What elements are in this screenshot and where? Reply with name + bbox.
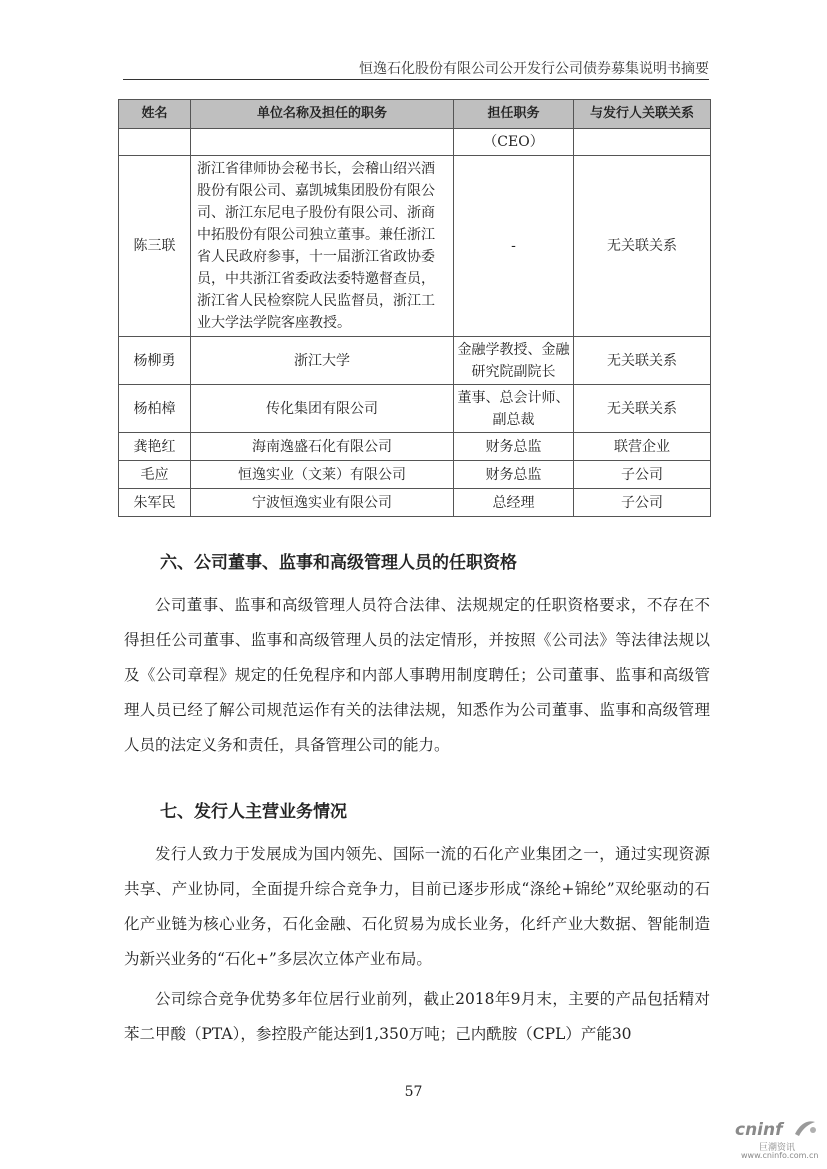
cell-name: 毛应 — [119, 461, 191, 489]
cell-position: 总经理 — [454, 489, 574, 517]
document-header: 恒逸石化股份有限公司公开发行公司债券募集说明书摘要 — [359, 61, 709, 77]
cell-org: 宁波恒逸实业有限公司 — [191, 489, 454, 517]
table-row — [119, 385, 711, 433]
cell-relation — [574, 129, 711, 156]
logo-url: www.cninfo.com.cn — [741, 1151, 819, 1160]
table-header-row — [119, 100, 711, 129]
staff-table — [118, 99, 711, 517]
page-number: 57 — [404, 1084, 423, 1100]
column-header: 单位名称及担任的职务 — [191, 100, 454, 129]
cell-name — [119, 129, 191, 156]
section-heading: 七、发行人主营业务情况 — [160, 802, 347, 822]
body-paragraph: 公司董事、监事和高级管理人员符合法律、法规规定的任职资格要求，不存在不得担任公司董事、监事和高级管理人员的法定情形，并按照《公司法》等法律法规以及《公司章程》规定的任免程序和内部人事聘用制度聘任；公司董事、监事和高级管理人员已经了解公司规范运作有关的法律法规，知悉作为公司董事、监事和高级管理人员的法定义务和责任，具备管理公司的能力。 — [124, 596, 710, 754]
cell-position: - — [454, 156, 574, 337]
cell-name: 杨柏樟 — [119, 385, 191, 433]
column-header: 与发行人关联关系 — [574, 100, 711, 129]
cell-relation: 联营企业 — [574, 433, 711, 461]
cell-org: 传化集团有限公司 — [191, 385, 454, 433]
cell-name: 杨柳勇 — [119, 337, 191, 385]
cell-org: 浙江大学 — [191, 337, 454, 385]
cell-org: 浙江省律师协会秘书长，会稽山绍兴酒股份有限公司、嘉凯城集团股份有限公司、浙江东尼电子股份有限公司、浙商中拓股份有限公司独立董事。兼任浙江省人民政府参事，十一届浙江省政协委员，中共浙江省委政法委特邀督查员，浙江省人民检察院人民监督员，浙江工业大学法学院客座教授。 — [191, 156, 454, 337]
table-row — [119, 337, 711, 385]
column-header: 姓名 — [119, 100, 191, 129]
section-heading: 六、公司董事、监事和高级管理人员的任职资格 — [160, 553, 517, 573]
body-paragraph: 发行人致力于发展成为国内领先、国际一流的石化产业集团之一，通过实现资源共享、产业协同，全面提升综合竞争力，目前已逐步形成“涤纶+锦纶”双纶驱动的石化产业链为核心业务，石化金融、石化贸易为成长业务，化纤产业大数据、智能制造为新兴业务的“石化+”多层次立体产业布局。 — [124, 845, 710, 968]
cell-relation: 子公司 — [574, 461, 711, 489]
cninfo-logo — [735, 1118, 820, 1162]
table-row — [119, 156, 711, 337]
cell-relation: 无关联关系 — [574, 337, 711, 385]
column-header: 担任职务 — [454, 100, 574, 129]
header-divider — [123, 79, 709, 80]
cell-org — [191, 129, 454, 156]
cell-position: 财务总监 — [454, 433, 574, 461]
cell-position: 财务总监 — [454, 461, 574, 489]
cell-name: 龚艳红 — [119, 433, 191, 461]
cell-name: 朱军民 — [119, 489, 191, 517]
cell-position: （CEO） — [454, 129, 574, 156]
table-row — [119, 433, 711, 461]
cell-name: 陈三联 — [119, 156, 191, 337]
cell-position: 董事、总会计师、副总裁 — [454, 385, 574, 433]
table-row — [119, 461, 711, 489]
table-row — [119, 489, 711, 517]
body-paragraph: 公司综合竞争优势多年位居行业前列，截止2018年9月末，主要的产品包括精对苯二甲酸（PTA），参控股产能达到1,350万吨；己内酰胺（CPL）产能30 — [124, 990, 710, 1043]
cell-org: 恒逸实业（文莱）有限公司 — [191, 461, 454, 489]
table-row — [119, 129, 711, 156]
cell-relation: 无关联关系 — [574, 156, 711, 337]
cell-position: 金融学教授、金融研究院副院长 — [454, 337, 574, 385]
logo-text: cninf — [735, 1120, 783, 1140]
logo-swoosh-icon — [793, 1118, 817, 1138]
logo-subtitle: 巨潮资讯 — [759, 1143, 796, 1153]
cell-org: 海南逸盛石化有限公司 — [191, 433, 454, 461]
cell-relation: 子公司 — [574, 489, 711, 517]
cell-relation: 无关联关系 — [574, 385, 711, 433]
